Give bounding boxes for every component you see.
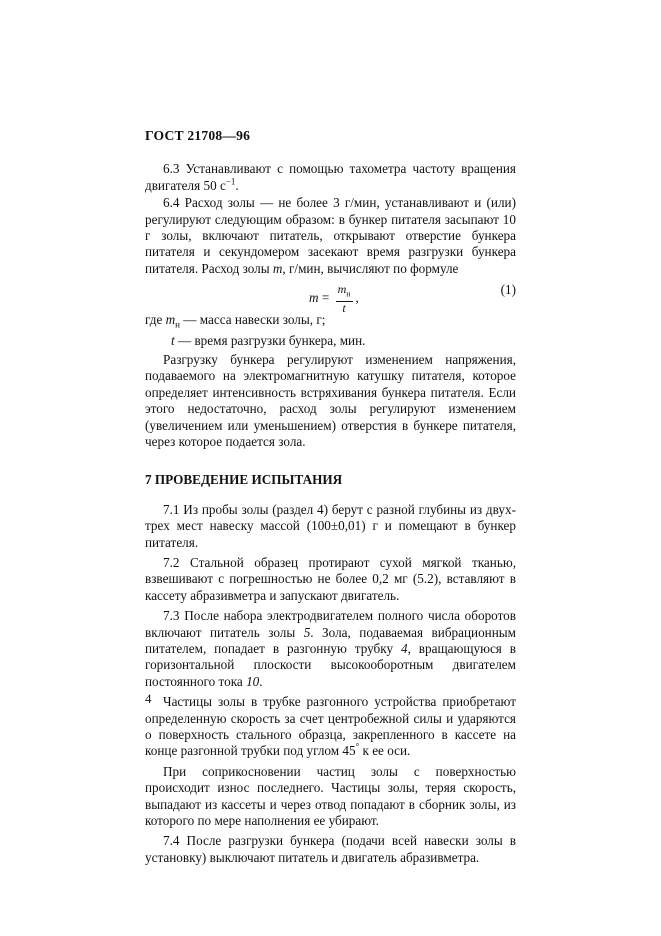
legend-def-time: — время разгрузки бункера, мин. <box>174 332 366 348</box>
formula-denominator <box>342 302 345 314</box>
legend-row-time <box>145 333 516 348</box>
formula-equals: = <box>318 290 333 306</box>
formula-comma: , <box>355 290 359 306</box>
legend-m-sub: н <box>175 319 180 330</box>
denominator-symbol: t <box>342 300 346 315</box>
paragraph-7-2: 7.2 Стальной образец протирают сухой мягкой тканью, взвешивают с погрешностью не более 0,2 мг (5.2), вставляют в кассету абразивметра и запускают двигатель. <box>145 554 516 603</box>
numerator-subscript: н <box>346 289 351 299</box>
ref-tube-4: 4 <box>401 640 408 656</box>
ref-motor-10: 10 <box>246 673 260 689</box>
paragraph-6-4-text-b: , г/мин, вычисляют по формуле <box>282 260 459 276</box>
formula-legend <box>145 312 516 348</box>
formula-numerator <box>336 283 353 301</box>
formula-lhs: m <box>309 290 319 306</box>
legend-symbol-t: t <box>171 332 175 348</box>
paragraph-7-3-c: , вращающуюся в горизонтальной плоскости высокооборотным двигателем постоянного тока <box>145 640 517 689</box>
paragraph-7-4: 7.4 После разгрузки бункера (подачи всей навески золы в установку) выключают питатель и двигатель абразивметра. <box>145 833 516 865</box>
paragraph-particles-b: к ее оси. <box>359 743 411 759</box>
numerator-symbol: m <box>337 282 347 297</box>
section-7-title: 7 ПРОВЕДЕНИЕ ИСПЫТАНИЯ <box>145 472 343 488</box>
document-header: ГОСТ 21708—96 <box>145 128 251 143</box>
page-number: 4 <box>145 691 152 706</box>
paragraph-6-3-end: . <box>235 177 239 193</box>
legend-indent <box>145 333 171 348</box>
symbol-m: m <box>272 260 283 276</box>
paragraph-7-3 <box>145 608 516 690</box>
formula-1 <box>145 279 516 315</box>
ref-feeder-5: 5 <box>303 624 311 640</box>
unit-exponent: −1 <box>225 176 236 187</box>
formula-number: (1) <box>500 282 516 298</box>
page-body <box>145 128 516 866</box>
legend-symbol-m <box>166 312 180 333</box>
paragraph-unload-regulation: Разгрузку бункера регулируют изменением напряжения, подаваемого на электромагнитную катушку питателя, которое определяет интенсивность встряхивания бункера питателя. Если этого недостаточно, расход золы регулируют изменением (увеличением или уменьшением) отверстия в бункере питателя, через которое подается зола. <box>145 351 516 449</box>
paragraph-7-3-d: . <box>259 673 263 689</box>
paragraph-6-3-text: 6.3 Устанавливают с помощью тахометра частоту вращения двигателя 50 с <box>145 161 516 193</box>
legend-prefix: где <box>145 312 166 328</box>
paragraph-7-1: 7.1 Из пробы золы (раздел 4) берут с разной глубины из двух-трех мест навеску массой (100±0,01) г и помещают в бункер питателя. <box>145 501 516 550</box>
paragraph-7-3-b: . Зола, подаваемая вибрационным питателем, попадает в разгонную трубку <box>145 624 517 656</box>
formula-fraction <box>336 283 353 313</box>
paragraph-6-3 <box>145 161 516 194</box>
legend-def-mass: — масса навески золы, г; <box>179 312 326 328</box>
paragraph-contact: При соприкосновении частиц золы с поверхностью происходит износ последнего. Частицы золы, теряя скорость, выпадают из кассеты и через отвод попадают в сборник золы, из которого по мере наполнения ее убирают. <box>145 763 516 829</box>
paragraph-6-4 <box>145 195 516 277</box>
formula-expression <box>309 283 359 313</box>
paragraph-particles-a: Частицы золы в трубке разгонного устройства приобретают определенную скорость за счет центробежной силы и ударяются о поверхность стального образца, закрепленного в кассете на конце разгонной трубки под углом 45 <box>145 694 516 759</box>
legend-row-mass <box>145 312 516 333</box>
paragraph-7-3-a: 7.3 После набора электродвигателем полного числа оборотов включают питатель золы <box>145 608 516 640</box>
degree-sign: ° <box>355 742 360 753</box>
legend-m: m <box>165 312 176 328</box>
paragraph-particles <box>145 694 516 760</box>
paragraph-6-4-text-a: 6.4 Расход золы — не более 3 г/мин, устанавливают и (или) регулируют следующим образом: в бункер питателя засыпают 10 г золы, включают питатель, открывают отверстие бункера питателя и секундомером засекают время разгрузки бункера питателя. Расход золы <box>145 195 516 276</box>
